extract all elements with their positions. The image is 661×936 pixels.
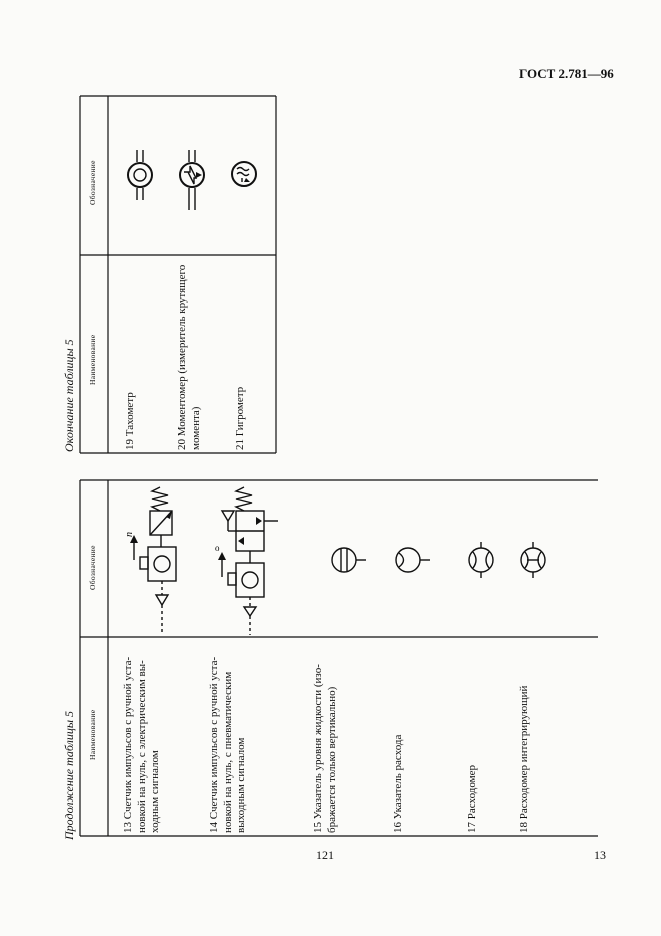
right-row-20: 20 Моментомер (измеритель крутящего момента) <box>176 264 202 450</box>
pulse-counter-electric-icon <box>120 485 190 635</box>
tachometer-icon <box>126 150 156 200</box>
label-o: o <box>215 543 220 553</box>
pulse-counter-pneumatic-icon <box>210 485 290 635</box>
page-number-right: 13 <box>594 848 606 862</box>
left-row-17: 17 Расходомер <box>466 765 478 833</box>
liquid-level-indicator-icon <box>330 545 370 575</box>
left-header-symbol: Обозначение <box>88 545 97 590</box>
right-row-19: 19 Тахометр <box>124 392 136 450</box>
standard-number: ГОСТ 2.781—96 <box>519 66 614 81</box>
page-number-center: 121 <box>316 848 334 862</box>
left-row-14: 14 Счетчик импульсов с ручной установкой на нуль, с пневматическим выходным сигналом <box>208 656 247 833</box>
left-row-18: 18 Расходомер интегрирующий <box>518 685 530 833</box>
right-header-name: Наименование <box>88 334 97 385</box>
right-header-symbol: Обозначение <box>88 160 97 205</box>
integrating-flowmeter-icon <box>518 542 548 578</box>
table-right-caption: Окончание таблицы 5 <box>62 339 76 452</box>
left-header-name: Наименование <box>88 709 97 760</box>
flow-indicator-icon <box>394 545 434 575</box>
left-row-16: 16 Указатель расхода <box>392 734 404 833</box>
flowmeter-icon <box>466 542 496 578</box>
right-row-21: 21 Гигрометр <box>234 386 246 450</box>
label-n: n <box>124 532 135 537</box>
left-row-13: 13 Счетчик импульсов с ручной установкой на нуль, с электрическим выходным сигналом <box>122 656 161 833</box>
left-row-15: 15 Указатель уровня жидкости (изображается только вертикально) <box>312 664 338 833</box>
torque-meter-icon <box>178 150 208 210</box>
hygrometer-icon <box>230 160 260 190</box>
table-left-caption: Продолжение таблицы 5 <box>62 710 76 840</box>
